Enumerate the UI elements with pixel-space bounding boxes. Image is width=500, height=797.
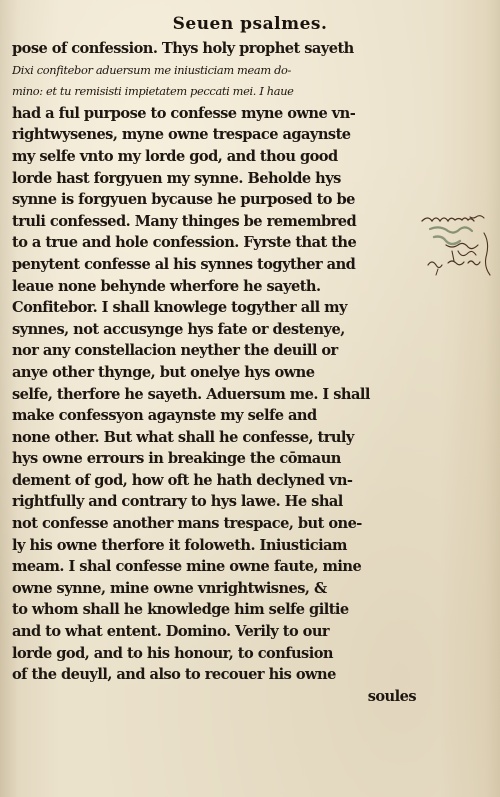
text-line: my selfe vnto my lorde god, and thou good (12, 147, 338, 165)
text-line: not confesse another mans trespace, but one- (12, 515, 362, 533)
text-line: of the deuyll, and also to recouer his owne (12, 666, 336, 684)
text-line: lorde hast forgyuen my synne. Beholde hys (12, 169, 341, 187)
text-line: meam. I shal confesse mine owne faute, mine (12, 558, 362, 576)
text-line: synnes, not accusynge hys fate or destenye, (12, 320, 345, 338)
text-line: had a ful purpose to confesse myne owne vn- (12, 104, 356, 122)
handwritten-marginalia-drawing (418, 205, 500, 295)
text-line: synne is forgyuen bycause he purposed to be (12, 191, 355, 209)
text-line: ly his owne therfore it foloweth. Iniusticiam (12, 536, 347, 554)
text-line: leaue none behynde wherfore he sayeth. (12, 277, 321, 295)
running-head: Seuen psalmes. (172, 14, 328, 34)
text-line: to a true and hole confession. Fyrste that the (12, 234, 357, 252)
text-line: Confitebor. I shall knowlege togyther all my (12, 299, 347, 317)
text-block (12, 38, 416, 707)
text-line: none other. But what shall he confesse, truly (12, 428, 354, 446)
text-line: lorde god, and to his honour, to confusion (12, 644, 333, 662)
text-line: selfe, therfore he sayeth. Aduersum me. I shall (12, 385, 370, 403)
text-line: rightfully and contrary to hys lawe. He shal (12, 493, 343, 511)
text-line: rightwysenes, myne owne trespace agaynste (12, 126, 351, 144)
text-line: and to what entent. Domino. Verily to our (12, 623, 330, 641)
text-line: truli confessed. Many thinges be remembred (12, 212, 357, 230)
text-line: nor any constellacion neyther the deuill or (12, 342, 338, 360)
text-line: dement of god, how oft he hath declyned vn- (12, 471, 353, 489)
text-line: anye other thynge, but onelye hys owne (12, 363, 315, 381)
text-line: hys owne errours in breakinge the cōmaun (12, 450, 341, 468)
text-line: pose of confession. Thys holy prophet sayeth (12, 40, 354, 57)
latin-quote-line: mino: et tu remisisti impietatem peccati mei. I haue (12, 84, 294, 99)
latin-quote-line: Dixi confitebor aduersum me iniusticiam meam do- (12, 62, 292, 77)
catchword: soules (367, 687, 416, 705)
text-line: owne synne, mine owne vnrightwisnes, & (12, 579, 327, 597)
text-line: make confessyon agaynste my selfe and (12, 407, 317, 425)
text-line: penytent confesse al his synnes togyther and (12, 255, 356, 273)
text-line: to whom shall he knowledge him selfe giltie (12, 601, 349, 619)
handwritten-marginalia (418, 205, 500, 295)
